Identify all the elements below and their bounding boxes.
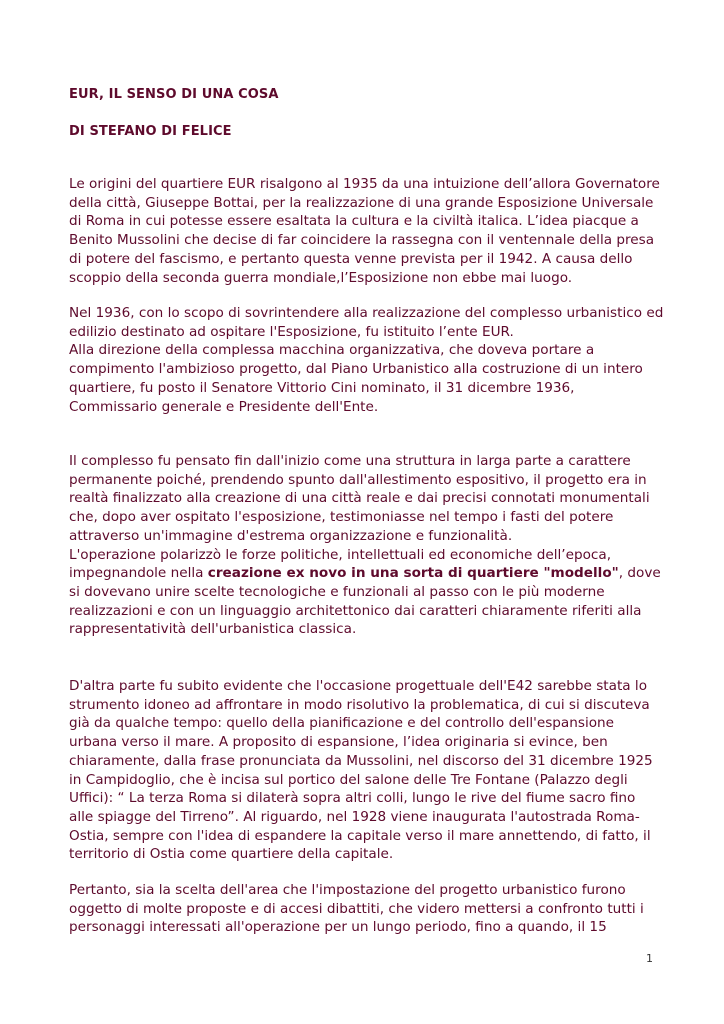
paragraph-3-bold-phrase: creazione ex novo in una sorta di quartiere "modello": [207, 565, 619, 582]
paragraph-3-text-end: , dove si dovevano unire scelte tecnologiche e funzionali al passo con le più moderne realizzazioni e con un linguaggio architettonico dai caratteri chiaramente riferiti alla rappresentatività dell'urbanistica classica.: [69, 565, 661, 638]
page-number: 1: [646, 952, 653, 965]
paragraph-4: D'altra parte fu subito evidente che l'occasione progettuale dell'E42 sarebbe stata lo strumento idoneo ad affrontare in modo risolutivo la problematica, di cui si discuteva già da qualche tempo: quello della pianificazione e del controllo dell'espansione urbana verso il mare. A proposito di espansione, l’idea originaria si evince, ben chiaramente, dalla frase pronunciata da Mussolini, nel discorso del 31 dicembre 1925 in Campidoglio, che è incisa sul portico del salone delle Tre Fontane (Palazzo degli Uffici): “ La terza Roma si dilaterà sopra altri colli, lungo le rive del fiume sacro fino alle spiagge del Tirreno”. Al riguardo, nel 1928 viene inaugurata l'autostrada Roma- Ostia, sempre con l'idea di espandere la capitale verso il mare annettendo, di fatto, il territorio di Ostia come quartiere della capitale.: [69, 678, 653, 863]
paragraph-2: Nel 1936, con lo scopo di sovrintendere alla realizzazione del complesso urbanistico ed edilizio destinato ad ospitare l'Esposizione, fu istituito l’ente EUR. Alla direzione della complessa macchina organizzativa, che doveva portare a compimento l'ambizioso progetto, dal Piano Urbanistico alla costruzione di un intero quartiere, fu posto il Senatore Vittorio Cini nominato, il 31 dicembre 1936, Commissario generale e Presidente dell'Ente.: [69, 305, 664, 415]
paragraph-3-text-start: Il complesso fu pensato fin dall'inizio come una struttura in larga parte a carattere permanente poiché, prendendo spunto dall'allestimento espositivo, il progetto era in realtà finalizzato alla creazione di una città reale e dai precisi connotati monumentali che, dopo aver ospitato l'esposizione, testimoniasse nel tempo i fasti del potere attraverso un'immagine d'estrema organizzazione e funzionalità. L'operazione polarizzò le forze politiche, intellettuali ed economiche dell’epoca, impegnandole nella: [69, 453, 650, 582]
document-title: EUR, IL SENSO DI UNA COSA: [69, 87, 279, 102]
paragraph-1: Le origini del quartiere EUR risalgono al 1935 da una intuizione dell’allora Governatore della città, Giuseppe Bottai, per la realizzazione di una grande Esposizione Universale di Roma in cui potesse essere esaltata la cultura e la civiltà italica. L’idea piacque a Benito Mussolini che decise di far coincidere la rassegna con il ventennale della presa di potere del fascismo, e pertanto questa venne prevista per il 1942. A causa dello scoppio della seconda guerra mondiale,l’Esposizione non ebbe mai luogo.: [69, 176, 660, 286]
paragraph-5: Pertanto, sia la scelta dell'area che l'impostazione del progetto urbanistico furono oggetto di molte proposte e di accesi dibattiti, che videro mettersi a confronto tutti i personaggi interessati all'operazione per un lungo periodo, fino a quando, il 15: [69, 882, 644, 936]
document-author: DI STEFANO DI FELICE: [69, 124, 232, 139]
paragraph-3: [69, 452, 669, 639]
